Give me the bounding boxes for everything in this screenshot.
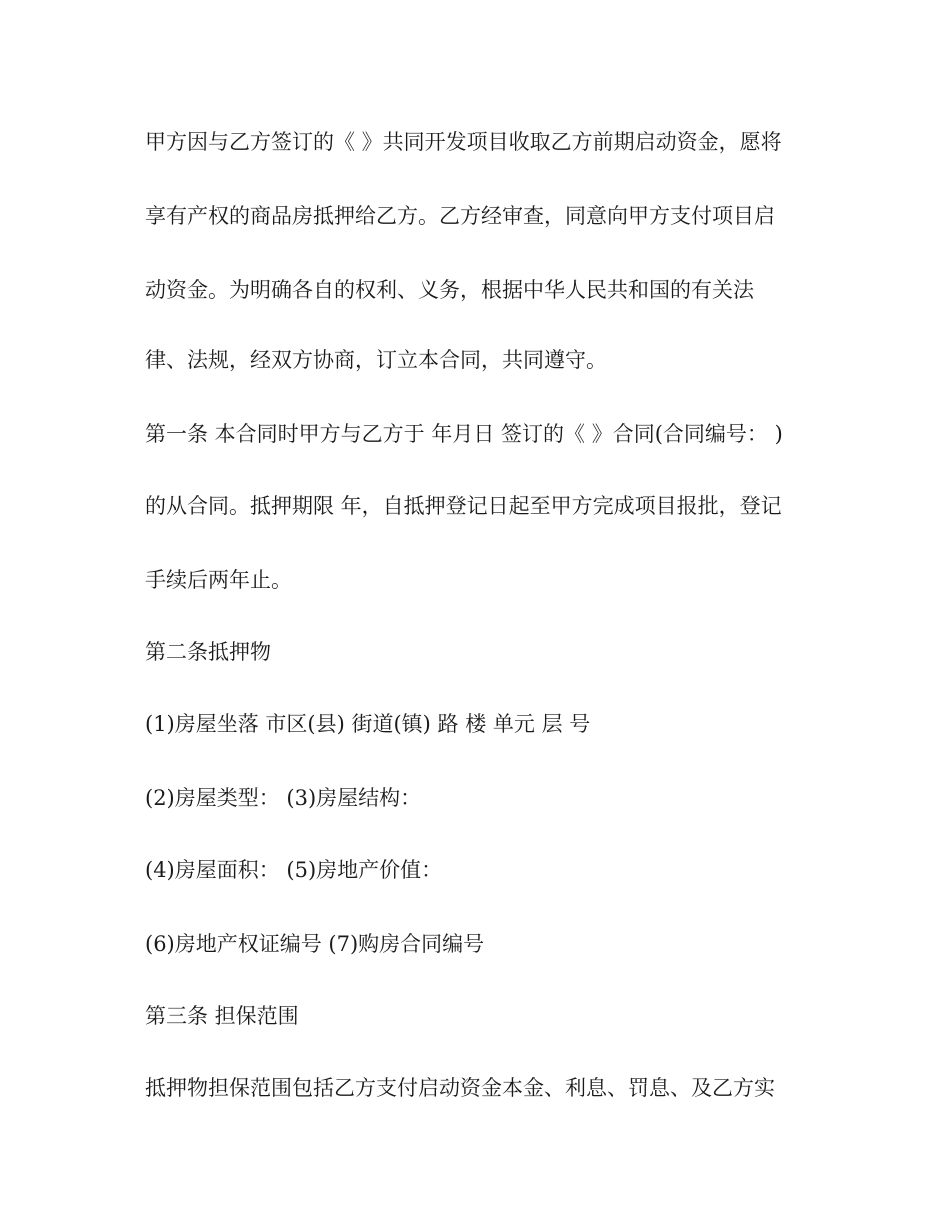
clause-2-item: (4)房屋面积： (5)房地产价值： [145,858,443,882]
paragraph-line: 甲方因与乙方签订的《 》共同开发项目收取乙方前期启动资金，愿将 [145,130,782,154]
clause-2-item: (1)房屋坐落 市区(县) 街道(镇) 路 楼 单元 层 号 [145,712,591,736]
clause-1-line: 第一条 本合同时甲方与乙方于 年月日 签订的《 》合同(合同编号： ) [145,422,783,446]
clause-1-line: 手续后两年止。 [145,568,292,592]
paragraph-line: 享有产权的商品房抵押给乙方。乙方经审查，同意向甲方支付项目启 [145,204,775,228]
clause-2-item: (2)房屋类型： (3)房屋结构： [145,786,422,810]
clause-3-heading: 第三条 担保范围 [145,1004,299,1028]
clause-1-line: 的从合同。抵押期限 年，自抵押登记日起至甲方完成项目报批，登记 [145,494,782,518]
paragraph-line: 动资金。为明确各自的权利、义务，根据中华人民共和国的有关法 [145,278,754,302]
clause-2-item: (6)房地产权证编号 (7)购房合同编号 [145,932,485,956]
clause-3-line: 抵押物担保范围包括乙方支付启动资金本金、利息、罚息、及乙方实 [145,1076,775,1100]
clause-2-heading: 第二条抵押物 [145,640,271,664]
paragraph-line: 律、法规，经双方协商，订立本合同，共同遵守。 [145,348,607,372]
